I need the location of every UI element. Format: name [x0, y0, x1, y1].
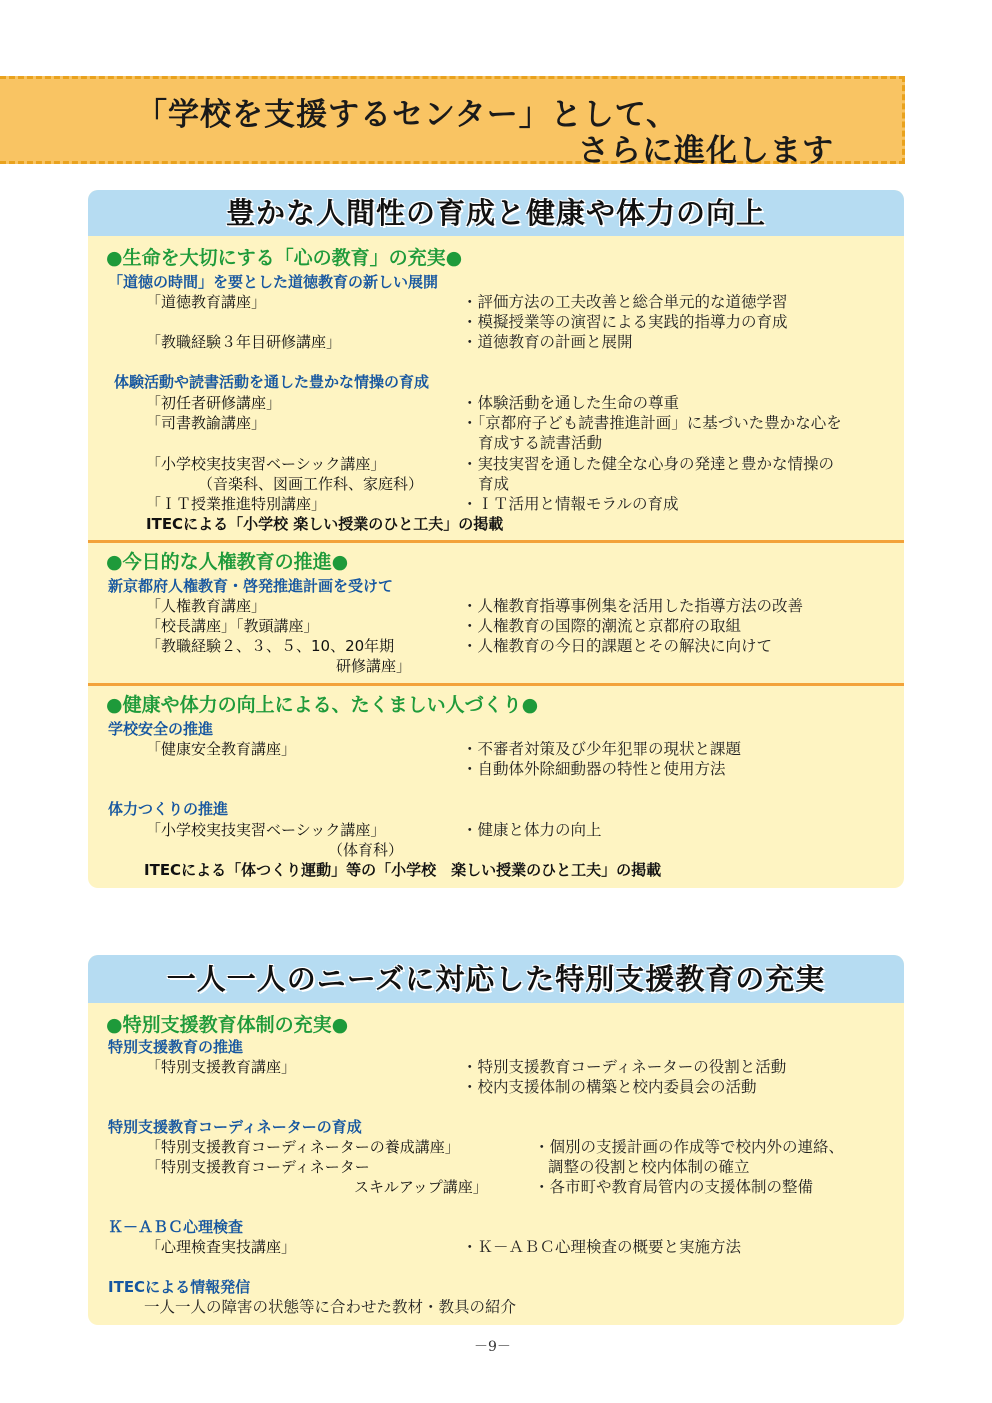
course-name: 「小学校実技実習ベーシック講座」 [146, 821, 386, 839]
course-name: 研修講座」 [336, 657, 412, 675]
course-name: 「教職経験２、３、５、10、20年期 [146, 637, 395, 655]
course-description: 育成 [478, 475, 510, 493]
course-description: ・ＩＴ活用と情報モラルの育成 [462, 495, 679, 513]
subsection-heading: 体力つくりの推進 [108, 800, 229, 818]
section-card-special-support [88, 955, 904, 1325]
itec-note: ITECによる「小学校 楽しい授業のひと工夫」の掲載 [146, 515, 504, 533]
course-name: 「心理検査実技講座」 [146, 1238, 297, 1256]
banner-title-line1: 「学校を支援するセンター」として、 [136, 97, 679, 133]
course-description: ・人権教育指導事例集を活用した指導方法の改善 [462, 597, 804, 615]
course-name: 「道徳教育講座」 [146, 293, 267, 311]
course-name: 「健康安全教育講座」 [146, 740, 297, 758]
course-description: ・校内支援体制の構築と校内委員会の活動 [462, 1078, 757, 1096]
divider [88, 683, 904, 686]
course-description: ・人権教育の国際的潮流と京都府の取組 [462, 617, 742, 635]
section-heading: ●特別支援教育体制の充実● [106, 1014, 349, 1036]
course-description: ・特別支援教育コーディネーターの役割と活動 [462, 1058, 787, 1076]
course-description: ・不審者対策及び少年犯罪の現状と課題 [462, 740, 742, 758]
course-description: ・模擬授業等の演習による実践的指導力の育成 [462, 313, 788, 331]
divider [88, 540, 904, 543]
course-description: ・道徳教育の計画と展開 [462, 333, 633, 351]
card-title [88, 955, 904, 1003]
subsection-heading: ITECによる情報発信 [108, 1278, 251, 1296]
subsection-heading: 特別支援教育の推進 [108, 1038, 244, 1056]
course-name: スキルアップ講座」 [354, 1178, 488, 1196]
section-heading: ●生命を大切にする「心の教育」の充実● [106, 247, 463, 269]
section-heading: ●今日的な人権教育の推進● [106, 551, 349, 573]
subsection-heading: Ｋ－ＡＢＣ心理検査 [108, 1218, 244, 1236]
section-card-humanity [88, 190, 904, 888]
header-banner [0, 76, 905, 169]
card-title-text: 一人一人のニーズに対応した特別支援教育の充実 [166, 962, 826, 996]
course-description: ・各市町や教育局管内の支援体制の整備 [534, 1178, 814, 1196]
course-description: ・体験活動を通した生命の尊重 [462, 394, 680, 412]
card-title [88, 190, 904, 236]
course-name: 「校長講座」「教頭講座」 [146, 617, 319, 635]
course-name: 「ＩＴ授業推進特別講座」 [146, 495, 327, 513]
card-title-text: 豊かな人間性の育成と健康や体力の向上 [225, 196, 766, 230]
course-description: 育成する読書活動 [478, 434, 603, 452]
subsection-heading: 特別支援教育コーディネーターの育成 [108, 1118, 362, 1136]
course-name: 「特別支援教育コーディネーター [146, 1158, 370, 1176]
course-name: （音楽科、図画工作科、家庭科） [198, 475, 424, 493]
course-description: ・実技実習を通した健全な心身の発達と豊かな情操の [462, 455, 835, 473]
course-name: 「特別支援教育コーディネーターの養成講座」 [146, 1138, 460, 1156]
course-description: ・健康と体力の向上 [462, 821, 602, 839]
section-heading: ●健康や体力の向上による、たくましい人づくり● [106, 694, 539, 716]
subsection-heading: 体験活動や読書活動を通した豊かな情操の育成 [114, 373, 430, 391]
page-number: －9－ [474, 1339, 511, 1355]
course-description: ・Ｋ－ＡＢＣ心理検査の概要と実施方法 [462, 1238, 742, 1256]
course-name: 「教職経験３年目研修講座」 [146, 333, 342, 351]
subsection-heading: 「道徳の時間」を要とした道徳教育の新しい展開 [108, 273, 439, 291]
course-name: 「司書教諭講座」 [146, 414, 267, 432]
course-description: ・人権教育の今日的課題とその解決に向けて [462, 637, 773, 655]
course-name: 「特別支援教育講座」 [146, 1058, 297, 1076]
course-description: 調整の役割と校内体制の確立 [548, 1158, 750, 1176]
course-description: ・個別の支援計画の作成等で校内外の連絡、 [534, 1138, 845, 1156]
course-description: ・自動体外除細動器の特性と使用方法 [462, 760, 726, 778]
subsection-heading: 新京都府人権教育・啓発推進計画を受けて [108, 577, 394, 595]
body-text: 一人一人の障害の状態等に合わせた教材・教具の紹介 [144, 1298, 517, 1316]
course-description: ・評価方法の工夫改善と総合単元的な道徳学習 [462, 293, 788, 311]
course-name: 「小学校実技実習ベーシック講座」 [146, 455, 386, 473]
itec-note: ITECによる「体つくり運動」等の「小学校 楽しい授業のひと工夫」の掲載 [144, 861, 662, 879]
course-name: （体育科） [328, 841, 404, 859]
course-name: 「初任者研修講座」 [146, 394, 282, 412]
subsection-heading: 学校安全の推進 [108, 720, 214, 738]
course-description: ・「京都府子ども読書推進計画」に基づいた豊かな心を [462, 414, 842, 432]
course-name: 「人権教育講座」 [146, 597, 267, 615]
banner-title-line2: さらに進化します [578, 133, 834, 169]
